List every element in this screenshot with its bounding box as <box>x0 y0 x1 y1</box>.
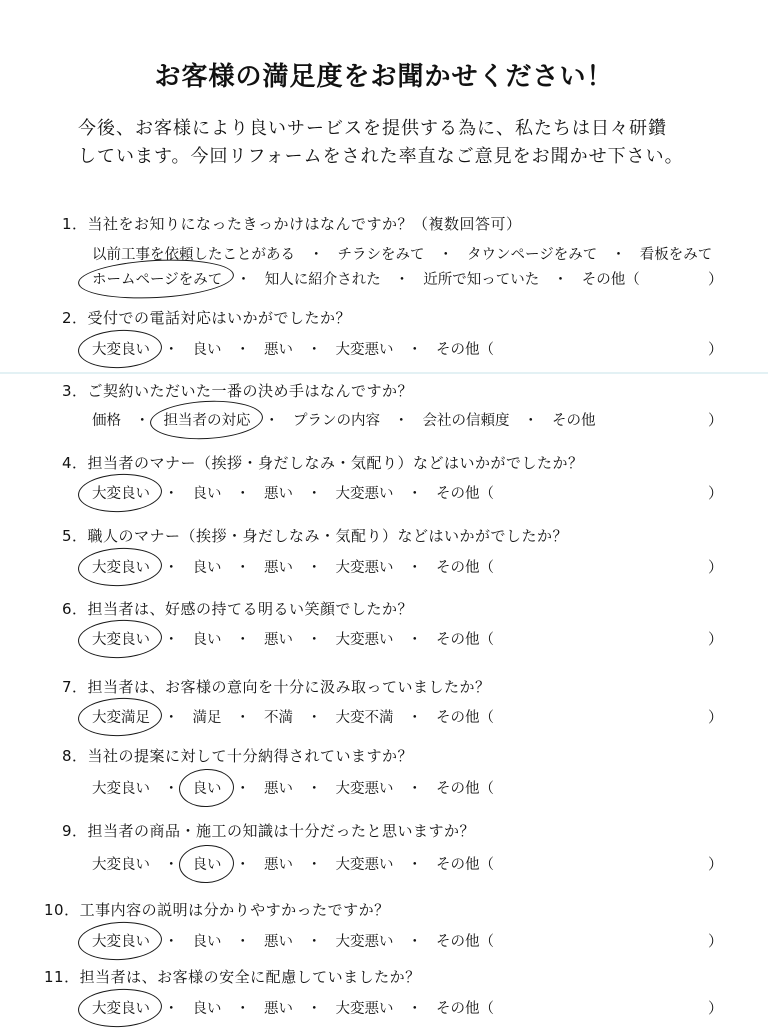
close-paren: ） <box>708 558 724 576</box>
option-selected[interactable]: 大変良い <box>92 556 150 577</box>
question-number: 1． <box>62 215 88 233</box>
close-paren: ） <box>708 932 724 950</box>
question-number: 2． <box>62 309 88 327</box>
option[interactable]: その他（ <box>436 857 494 873</box>
separator: ・ <box>164 486 179 502</box>
question-text: 工事内容の説明は分かりやすかったですか？ <box>79 901 390 919</box>
separator: ・ <box>164 781 179 797</box>
separator: ・ <box>523 413 538 429</box>
separator: ・ <box>235 857 250 873</box>
separator: ・ <box>307 781 322 797</box>
option-selected[interactable]: 大変良い <box>92 930 150 951</box>
separator: ・ <box>407 934 422 950</box>
options <box>92 930 494 951</box>
separator: ・ <box>235 560 250 576</box>
question-number: 7． <box>62 678 88 696</box>
option[interactable]: チラシをみて <box>337 247 425 263</box>
option[interactable]: 大変悪い <box>335 1001 394 1017</box>
separator: ・ <box>264 413 279 429</box>
option[interactable]: 大変悪い <box>335 486 394 502</box>
option[interactable]: 悪い <box>264 781 293 797</box>
separator: ・ <box>438 247 453 263</box>
question-number: 4． <box>62 454 88 472</box>
separator: ・ <box>307 342 322 358</box>
option[interactable]: 大変悪い <box>335 857 394 873</box>
close-paren: ） <box>708 340 724 358</box>
question-number: 3． <box>62 382 88 400</box>
separator: ・ <box>394 272 410 288</box>
separator: ・ <box>309 247 324 263</box>
question-number: 9． <box>62 822 88 840</box>
option[interactable]: 近所で知っていた <box>423 272 540 288</box>
question-text: 担当者は、お客様の意向を十分に汲み取っていましたか？ <box>87 678 491 696</box>
options <box>92 556 494 577</box>
close-paren: ） <box>708 999 724 1017</box>
option[interactable]: その他（ <box>436 710 494 726</box>
question-text: 受付での電話対応はいかがでしたか？ <box>87 309 352 327</box>
separator: ・ <box>307 710 322 726</box>
separator: ・ <box>307 1001 322 1017</box>
question-text: 担当者は、好感の持てる明るい笑顔でしたか？ <box>87 600 414 618</box>
option[interactable]: 不満 <box>264 710 293 726</box>
separator: ・ <box>611 247 626 263</box>
separator: ・ <box>307 560 322 576</box>
separator: ・ <box>164 934 179 950</box>
option[interactable]: 良い <box>192 1001 222 1017</box>
close-paren: ） <box>708 630 724 648</box>
option[interactable]: その他（ <box>436 632 494 648</box>
question-number: 10． <box>44 901 80 919</box>
option[interactable]: 大変悪い <box>335 781 394 797</box>
option[interactable]: 悪い <box>264 934 293 950</box>
option[interactable]: 大変悪い <box>335 560 394 576</box>
option[interactable]: 満足 <box>192 710 222 726</box>
question-text: 当社の提案に対して十分納得されていますか？ <box>87 747 414 765</box>
separator: ・ <box>394 413 409 429</box>
option[interactable]: 悪い <box>264 857 293 873</box>
question-text: 担当者のマナー（挨拶・身だしなみ・気配り）などはいかがでしたか？ <box>87 454 584 472</box>
option-selected[interactable]: 良い <box>193 777 222 798</box>
close-paren: ） <box>708 270 724 288</box>
question-text: ご契約いただいた一番の決め手はなんですか？ <box>87 382 414 400</box>
option[interactable]: 良い <box>192 342 222 358</box>
options <box>92 628 494 649</box>
question-number: 5． <box>62 527 88 545</box>
option-selected[interactable]: 大変良い <box>92 338 150 359</box>
separator: ・ <box>164 342 179 358</box>
close-paren: ） <box>708 484 724 502</box>
option[interactable]: その他（ <box>436 342 494 358</box>
option[interactable]: 看板をみて <box>639 247 713 263</box>
option[interactable]: 良い <box>192 486 222 502</box>
close-paren: ） <box>708 855 724 873</box>
options <box>92 777 494 798</box>
separator: ・ <box>164 632 179 648</box>
question-number: 11． <box>44 968 80 986</box>
separator: ・ <box>407 857 422 873</box>
question-text: 職人のマナー（挨拶・身だしなみ・気配り）などはいかがでしたか？ <box>87 527 569 545</box>
separator: ・ <box>164 1001 179 1017</box>
option[interactable]: 知人に紹介された <box>264 272 381 288</box>
question-text: 担当者の商品・施工の知識は十分だったと思いますか？ <box>87 822 476 840</box>
separator: ・ <box>407 710 422 726</box>
intro-line-2: しています。今回リフォームをされた率直なご意見をお聞かせ下さい。 <box>78 146 684 167</box>
options <box>92 482 494 503</box>
option-selected[interactable]: 大変良い <box>92 482 150 503</box>
separator: ・ <box>235 486 250 502</box>
option-selected[interactable]: 大変良い <box>92 997 150 1018</box>
separator: ・ <box>236 272 251 288</box>
options <box>92 997 494 1018</box>
option-selected[interactable]: 良い <box>193 853 222 874</box>
separator: ・ <box>307 486 322 502</box>
separator: ・ <box>307 934 322 950</box>
separator: ・ <box>307 857 322 873</box>
option[interactable]: プランの内容 <box>293 413 380 429</box>
question-number: 8． <box>62 747 88 765</box>
option[interactable]: 悪い <box>264 632 293 648</box>
option[interactable]: その他（ <box>436 781 494 797</box>
option[interactable]: タウンページをみて <box>467 247 598 263</box>
question-text: 担当者は、お客様の安全に配慮していましたか？ <box>79 968 421 986</box>
separator: ・ <box>407 1001 422 1017</box>
option-selected[interactable]: ホームページをみて <box>92 268 222 289</box>
option[interactable]: 悪い <box>264 1001 293 1017</box>
option[interactable]: 大変良い <box>92 781 150 797</box>
option-selected[interactable]: 大変良い <box>92 628 150 649</box>
option[interactable]: 会社の信頼度 <box>422 413 510 429</box>
separator: ・ <box>164 857 179 873</box>
separator: ・ <box>235 1001 250 1017</box>
options <box>92 853 494 874</box>
option[interactable]: 大変悪い <box>335 342 394 358</box>
option[interactable]: 以前工事を依頼したことがある <box>92 247 295 263</box>
option[interactable]: 大変不満 <box>335 710 394 726</box>
option[interactable]: その他 <box>552 413 596 429</box>
option[interactable]: その他（ <box>436 560 494 576</box>
separator: ・ <box>553 272 568 288</box>
separator: ・ <box>164 560 179 576</box>
option[interactable]: 大変悪い <box>335 934 394 950</box>
option[interactable]: その他（ <box>436 486 494 502</box>
separator: ・ <box>235 934 250 950</box>
survey-title: お客様の満足度をお聞かせください！ <box>154 62 614 92</box>
options <box>92 338 494 359</box>
close-paren: ） <box>708 708 724 726</box>
separator: ・ <box>235 632 250 648</box>
option[interactable]: 悪い <box>264 486 293 502</box>
option-selected[interactable]: 担当者の対応 <box>164 409 251 430</box>
option[interactable]: 良い <box>192 560 222 576</box>
option[interactable]: 大変良い <box>92 857 150 873</box>
separator: ・ <box>135 413 150 429</box>
option[interactable]: 大変悪い <box>335 632 394 648</box>
intro-line-1: 今後、お客様により良いサービスを提供する為に、私たちは日々研鑽 <box>78 118 667 139</box>
option[interactable]: その他（ <box>436 1001 494 1017</box>
option[interactable]: その他（ <box>436 934 494 950</box>
separator: ・ <box>407 560 422 576</box>
option[interactable]: 良い <box>192 632 222 648</box>
option[interactable]: その他（ <box>581 272 640 288</box>
question-text: 当社をお知りになったきっかけはなんですか？（複数回答可） <box>87 215 522 233</box>
separator: ・ <box>307 632 322 648</box>
scan-line <box>0 372 768 374</box>
separator: ・ <box>235 781 250 797</box>
option[interactable]: 悪い <box>264 342 293 358</box>
option-selected[interactable]: 大変満足 <box>92 706 150 727</box>
question-number: 6． <box>62 600 88 618</box>
options <box>92 706 494 727</box>
separator: ・ <box>407 486 422 502</box>
option[interactable]: 良い <box>192 934 222 950</box>
options <box>92 409 596 430</box>
separator: ・ <box>407 342 422 358</box>
separator: ・ <box>164 710 179 726</box>
option[interactable]: 価格 <box>92 413 121 429</box>
separator: ・ <box>235 342 250 358</box>
options-line-2 <box>92 268 640 289</box>
close-paren: ） <box>708 411 724 429</box>
option[interactable]: 悪い <box>264 560 293 576</box>
separator: ・ <box>407 632 422 648</box>
separator: ・ <box>235 710 250 726</box>
separator: ・ <box>407 781 422 797</box>
